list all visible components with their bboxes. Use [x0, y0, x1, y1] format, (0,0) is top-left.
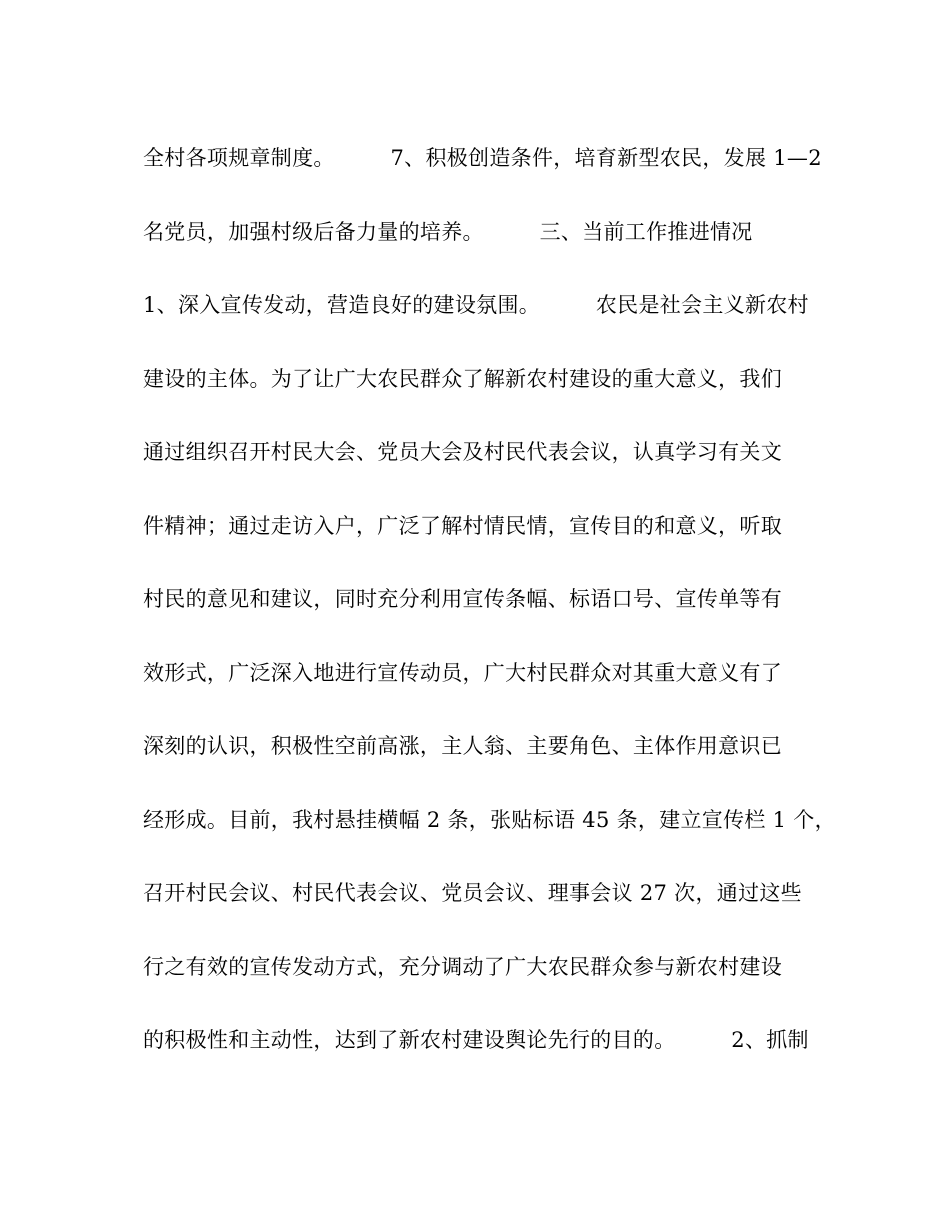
text-line: 效形式，广泛深入地进行宣传动员，广大村民群众对其重大意义有了: [143, 660, 782, 685]
text-line: 行之有效的宣传发动方式，充分调动了广大农民群众参与新农村建设: [143, 954, 782, 979]
text-line: 通过组织召开村民大会、党员大会及村民代表会议，认真学习有关文: [143, 440, 782, 464]
text-line: 经形成。目前，我村悬挂横幅 2 条，张贴标语 45 条，建立宣传栏 1 个，: [143, 807, 836, 832]
text-line: 的积极性和主动性，达到了新农村建设舆论先行的目的。 2、抓制: [143, 1028, 809, 1052]
body-text: [143, 136, 836, 1092]
text-line: 1、深入宣传发动，营造良好的建设氛围。 农民是社会主义新农村: [143, 293, 809, 317]
text-line: 名党员，加强村级后备力量的培养。 三、当前工作推进情况: [143, 219, 753, 244]
text-line: 件精神；通过走访入户，广泛了解村情民情，宣传目的和意义，听取: [143, 513, 782, 538]
text-line: 全村各项规章制度。 7、积极创造条件，培育新型农民，发展 1—2: [143, 146, 822, 170]
text-line: 建设的主体。为了让广大农民群众了解新农村建设的重大意义，我们: [143, 366, 782, 391]
text-line: 召开村民会议、村民代表会议、党员会议、理事会议 27 次，通过这些: [143, 881, 802, 905]
text-line: 深刻的认识，积极性空前高涨，主人翁、主要角色、主体作用意识已: [143, 734, 782, 758]
text-line: 村民的意见和建议，同时充分利用宣传条幅、标语口号、宣传单等有: [143, 587, 782, 611]
